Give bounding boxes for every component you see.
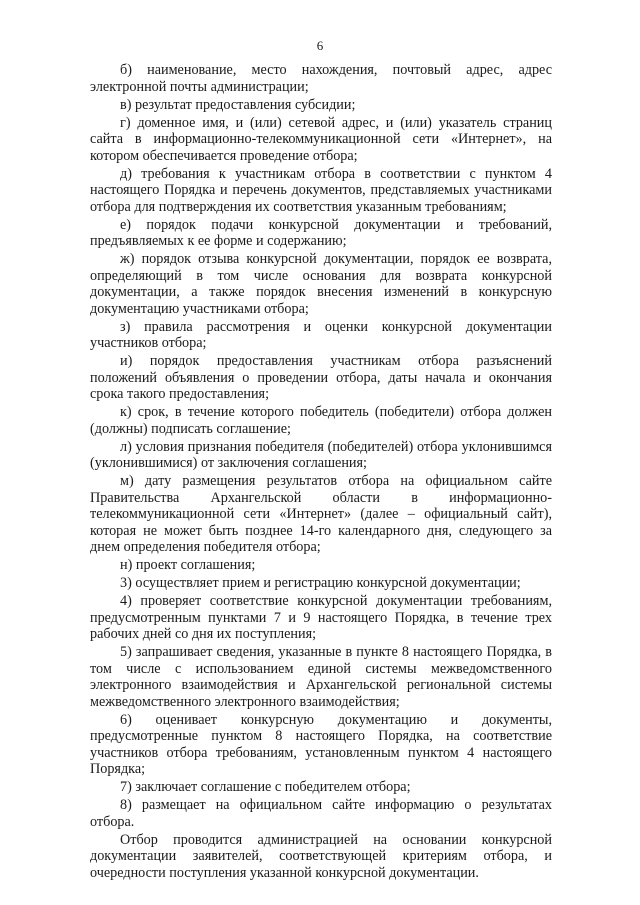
- document-body: [90, 62, 552, 883]
- paragraph-item-l: л) условия признания победителя (победителей) отбора уклонившимся (уклонившимися) от заключения соглашения;: [90, 438, 552, 471]
- paragraph-item-k: к) срок, в течение которого победитель (победители) отбора должен (должны) подписать соглашение;: [90, 404, 552, 437]
- paragraph-item-7: 7) заключает соглашение с победителем отбора;: [120, 779, 411, 795]
- paragraph-item-6: 6) оценивает конкурсную документацию и документы, предусмотренные пунктом 8 настоящего Порядка, на соответствие участников отбора требованиям, установленным пунктом 4 настоящего Порядка;: [90, 711, 552, 777]
- paragraph-selection-basis: Отбор проводится администрацией на основании конкурсной документации заявителей, соответствующей критериям отбора, и очередности поступления указанной конкурсной документации.: [90, 831, 552, 881]
- paragraph-item-n: н) проект соглашения;: [120, 557, 256, 573]
- paragraph-item-4: 4) проверяет соответствие конкурсной документации требованиям, предусмотренным пунктами 7 и 9 настоящего Порядка, в течение трех рабочих дней со дня их поступления;: [90, 593, 552, 642]
- paragraph-item-d: д) требования к участникам отбора в соответствии с пунктом 4 настоящего Порядка и перечень документов, представляемых участниками отбора для подтверждения их соответствия указанным требованиям;: [90, 165, 552, 215]
- paragraph-item-8: 8) размещает на официальном сайте информацию о результатах отбора.: [90, 797, 552, 830]
- paragraph-item-z: з) правила рассмотрения и оценки конкурсной документации участников отбора;: [90, 318, 552, 351]
- paragraph-item-e: е) порядок подачи конкурсной документации и требований, предъявляемых к ее форме и содержанию;: [90, 216, 552, 249]
- paragraph-item-5: 5) запрашивает сведения, указанные в пункте 8 настоящего Порядка, в том числе с использованием единой системы межведомственного электронного взаимодействия и Архангельской региональной системы межведомственного электронного взаимодействия;: [90, 644, 552, 710]
- paragraph-item-3: 3) осуществляет прием и регистрацию конкурсной документации;: [120, 575, 521, 591]
- paragraph-item-g: г) доменное имя, и (или) сетевой адрес, и (или) указатель страниц сайта в информационно-телекоммуникационной сети «Интернет», на котором обеспечивается проведение отбора;: [90, 114, 552, 164]
- paragraph-item-m: м) дату размещения результатов отбора на официальном сайте Правительства Архангельской области в информационно-телекоммуникационной сети «Интернет» (далее – официальный сайт), которая не может быть позднее 14-го календарного дня, следующего за днем определения победителя отбора;: [90, 473, 552, 555]
- paragraph-item-v: в) результат предоставления субсидии;: [120, 96, 356, 113]
- paragraph-item-b: б) наименование, место нахождения, почтовый адрес, адрес электронной почты администрации;: [90, 62, 552, 95]
- page-number: 6: [316, 38, 324, 53]
- paragraph-item-i: и) порядок предоставления участникам отбора разъяснений положений объявления о проведении отбора, даты начала и окончания срока такого предоставления;: [90, 353, 552, 402]
- paragraph-item-zh: ж) порядок отзыва конкурсной документации, порядок ее возврата, определяющий в том числе основания для возврата конкурсной документации, а также порядок внесения изменений в конкурсную документацию участниками отбора;: [90, 251, 552, 317]
